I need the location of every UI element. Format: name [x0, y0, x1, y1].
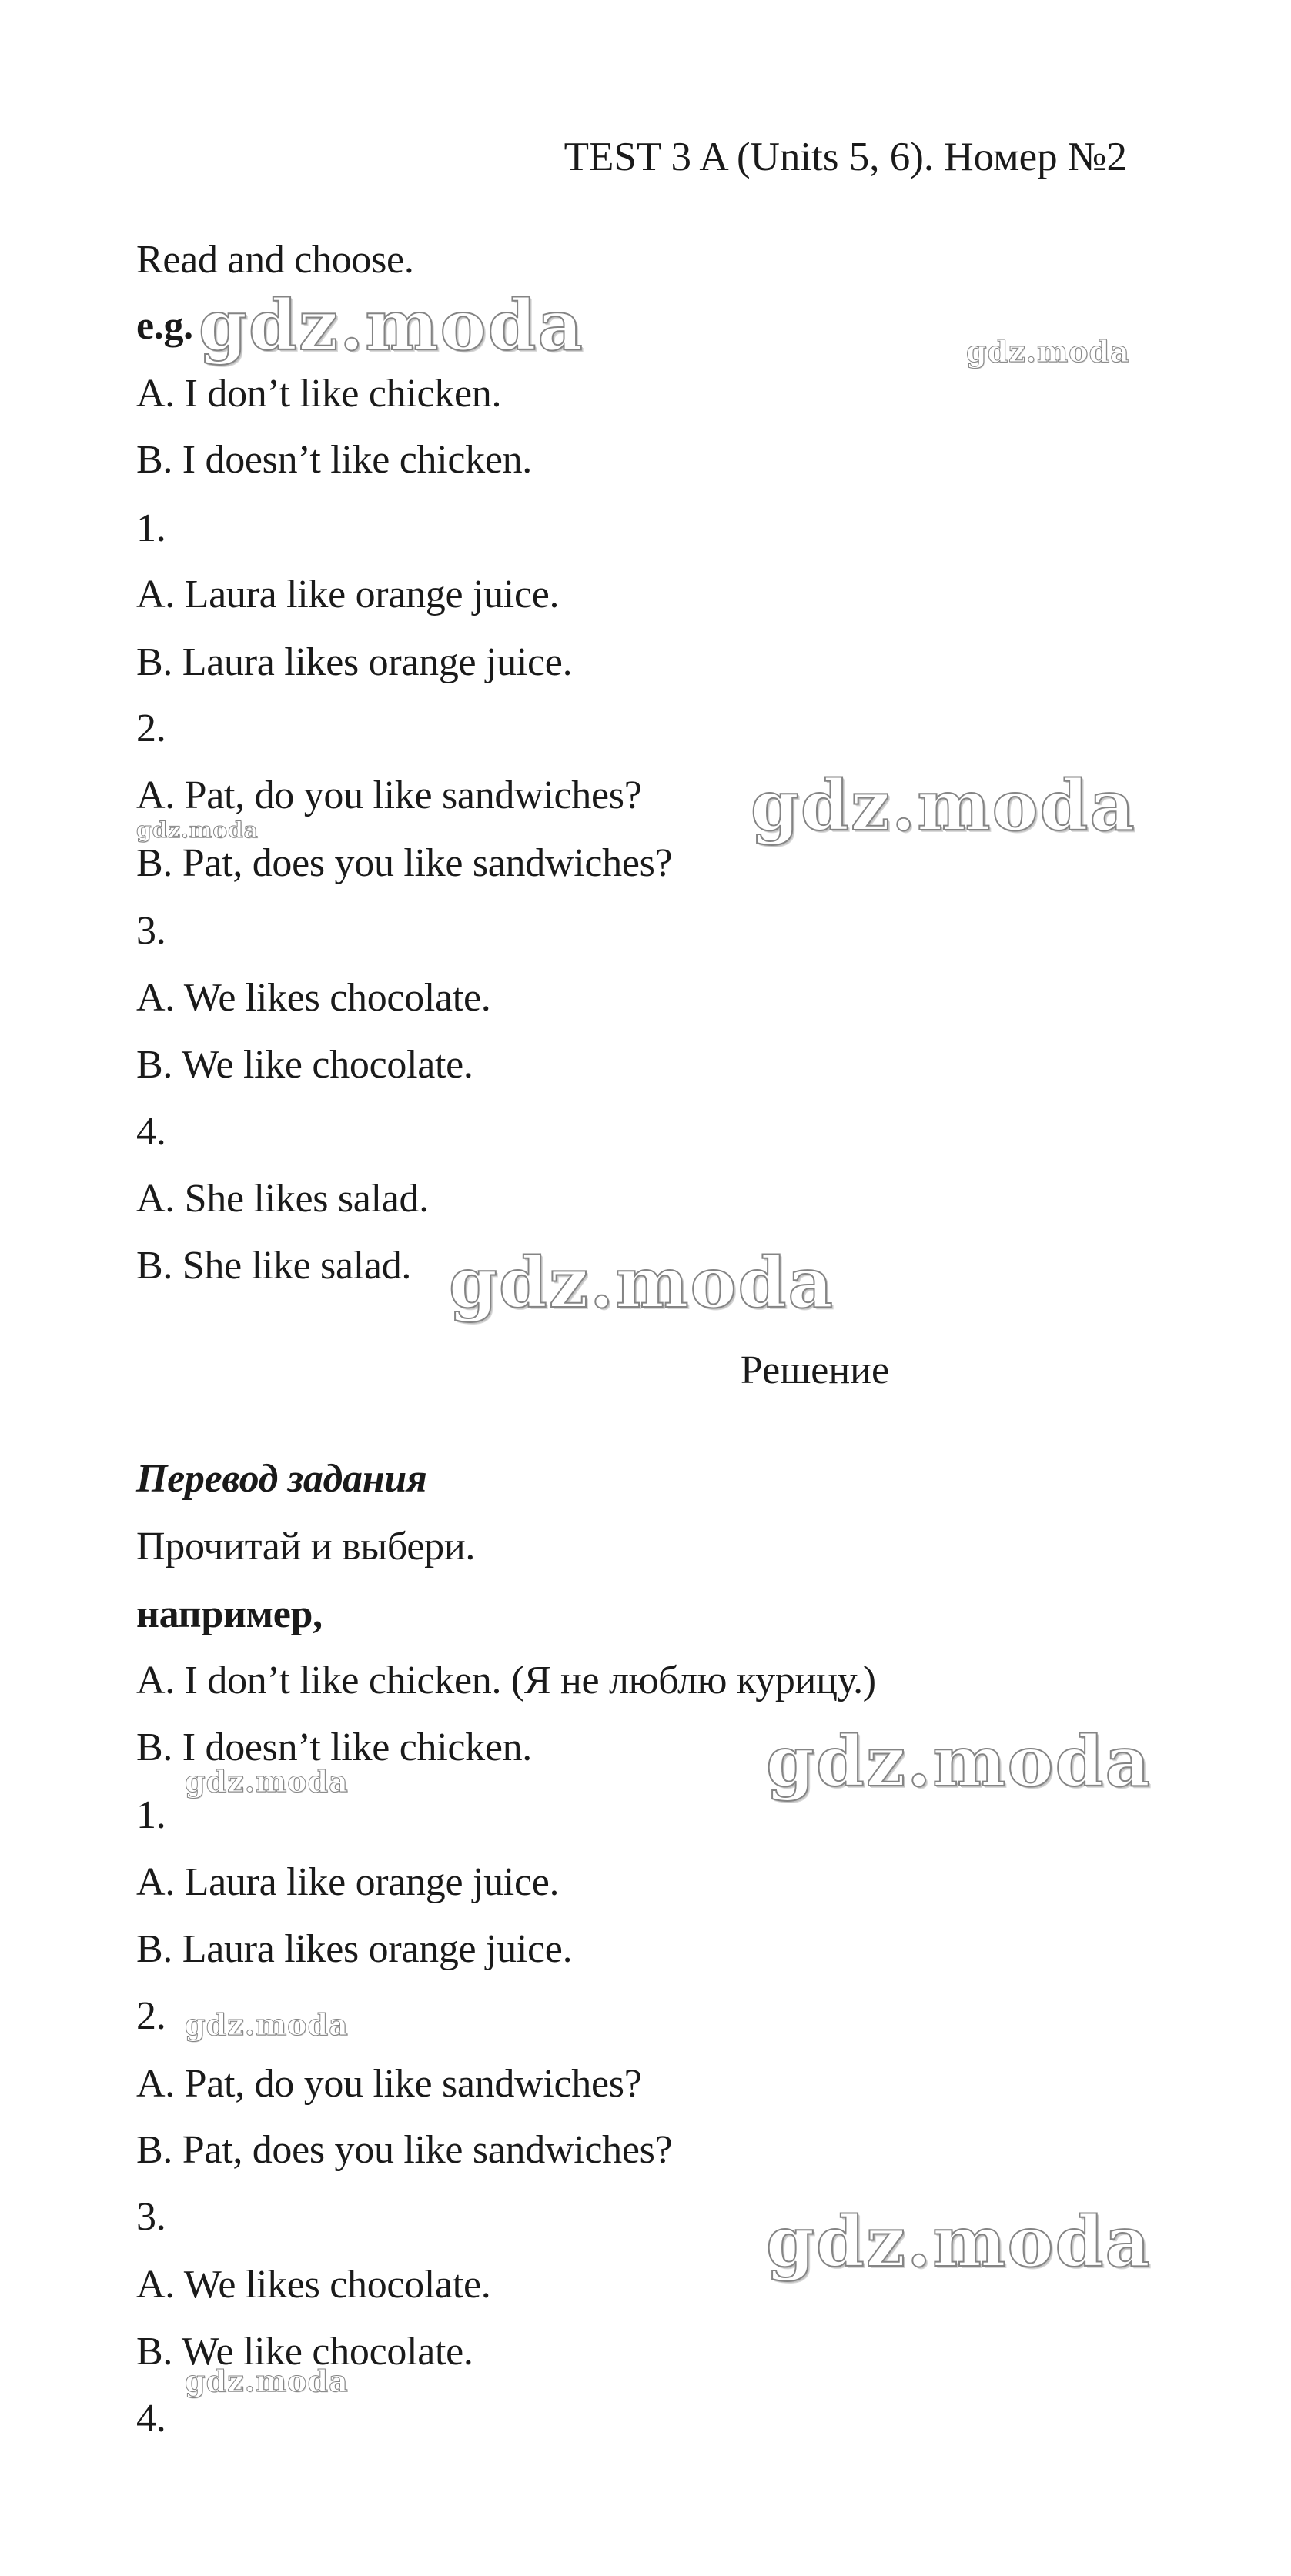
translation-example-option-b: B. I doesn’t like chicken. [136, 1726, 533, 1769]
item-1-option-a: A. Laura like orange juice. [136, 573, 560, 616]
translation-example-label: например, [136, 1592, 323, 1636]
watermark-logo: gdz.moda [185, 2364, 349, 2398]
item-2-option-b: B. Pat, does you like sandwiches? [136, 841, 673, 885]
item-2-number: 2. [136, 707, 166, 750]
translation-instruction: Прочитай и выбери. [136, 1525, 476, 1569]
solution-item-1-option-a: A. Laura like orange juice. [136, 1860, 560, 1904]
solution-item-2-option-a: A. Pat, do you like sandwiches? [136, 2062, 642, 2106]
solution-item-2-option-b: B. Pat, does you like sandwiches? [136, 2128, 673, 2172]
item-4-option-b: B. She like salad. [136, 1244, 412, 1288]
watermark-logo: gdz.moda [185, 2007, 349, 2042]
item-2-option-a: A. Pat, do you like sandwiches? [136, 773, 642, 817]
watermark-logo: gdz.moda [766, 2201, 1152, 2283]
example-option-b: B. I doesn’t like chicken. [136, 438, 533, 482]
solution-item-4-number: 4. [136, 2397, 166, 2441]
item-4-number: 4. [136, 1110, 166, 1154]
watermark-logo: gdz.moda [185, 1764, 349, 1799]
item-1-option-b: B. Laura likes orange juice. [136, 640, 573, 684]
solution-item-3-number: 3. [136, 2195, 166, 2239]
watermark-logo: gdz.moda [199, 285, 584, 366]
item-4-option-a: A. She likes salad. [136, 1177, 429, 1221]
solution-item-1-option-b: B. Laura likes orange juice. [136, 1927, 573, 1971]
watermark-logo: gdz.moda [136, 817, 259, 843]
example-label: e.g. [136, 304, 193, 348]
item-1-number: 1. [136, 506, 166, 550]
solution-item-3-option-a: A. We likes chocolate. [136, 2263, 491, 2307]
solution-item-1-number: 1. [136, 1793, 166, 1837]
solution-item-2-number: 2. [136, 1994, 166, 2038]
example-option-a: A. I don’t like chicken. [136, 372, 502, 416]
solution-item-3-option-b: B. We like chocolate. [136, 2330, 473, 2374]
page-title: TEST 3 A (Units 5, 6). Номер №2 [564, 135, 1127, 179]
solution-heading: Решение [740, 1348, 890, 1392]
item-3-number: 3. [136, 909, 166, 953]
item-3-option-b: B. We like chocolate. [136, 1043, 473, 1087]
watermark-logo: gdz.moda [966, 334, 1130, 369]
translation-title: Перевод задания [136, 1457, 427, 1501]
watermark-logo: gdz.moda [751, 765, 1136, 847]
translation-example-option-a: A. I don’t like chicken. (Я не люблю курицу.) [136, 1659, 876, 1702]
watermark-logo: gdz.moda [766, 1721, 1152, 1803]
item-3-option-a: A. We likes chocolate. [136, 976, 491, 1020]
task-instruction: Read and choose. [136, 238, 414, 282]
watermark-logo: gdz.moda [449, 1242, 834, 1324]
